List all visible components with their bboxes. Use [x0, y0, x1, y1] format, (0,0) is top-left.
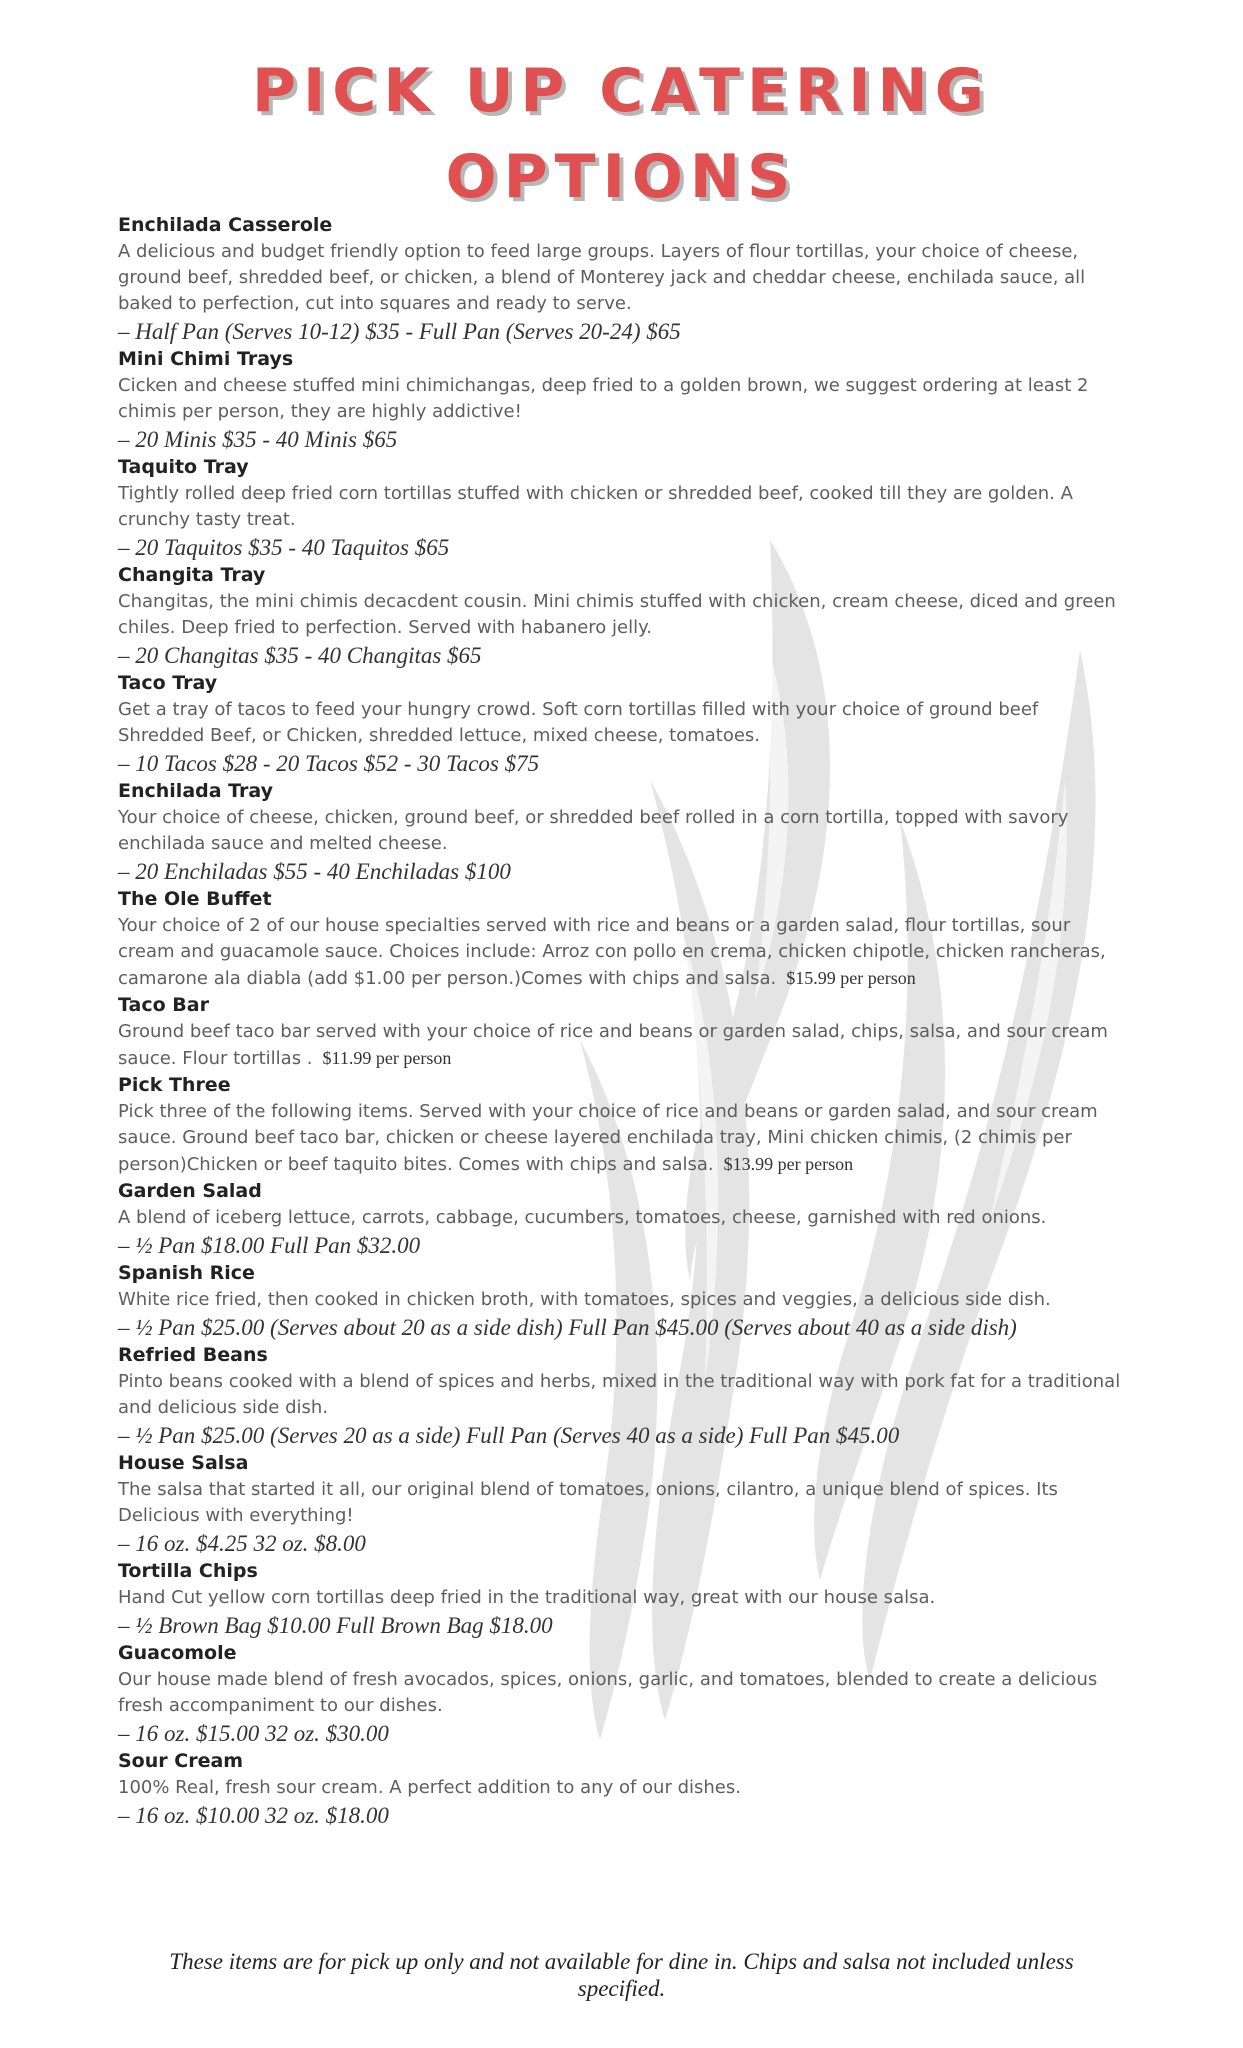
item-name: Spanish Rice [118, 1262, 255, 1284]
item-description: Pinto beans cooked with a blend of spices and herbs, mixed in the traditional way with pork fat for a traditional and delicious side dish. [118, 1371, 1121, 1418]
item-name: Sour Cream [118, 1750, 244, 1772]
item-price: $13.99 per person [723, 1154, 854, 1174]
item-description [118, 1019, 1128, 1072]
item-description: Get a tray of tacos to feed your hungry crowd. Soft corn tortillas filled with your choice of ground beef Shredded Beef, or Chicken, shredded lettuce, mixed cheese, tomatoes. [118, 699, 1039, 746]
menu-item-tortilla-chips [118, 1558, 1128, 1640]
menu-item-pick-three [118, 1072, 1128, 1178]
menu-item-spanish-rice [118, 1260, 1128, 1342]
item-price: $11.99 per person [322, 1048, 452, 1068]
item-price: – 20 Changitas $35 - 40 Changitas $65 [118, 643, 482, 668]
item-name: Taquito Tray [118, 456, 249, 478]
item-description: A blend of iceberg lettuce, carrots, cabbage, cucumbers, tomatoes, cheese, garnished with red onions. [118, 1207, 1047, 1228]
item-description: Tightly rolled deep fried corn tortillas stuffed with chicken or shredded beef, cooked till they are golden. A crunchy tasty treat. [118, 483, 1073, 530]
menu-item-mini-chimi-trays [118, 346, 1128, 454]
item-price: – 10 Tacos $28 - 20 Tacos $52 - 30 Tacos $75 [118, 751, 540, 776]
item-name: Taco Bar [118, 994, 209, 1016]
item-description-text: Ground beef taco bar served with your choice of rice and beans or garden salad, chips, salsa, and sour cream sauce. Flour tortillas . [118, 1021, 1108, 1069]
item-description: The salsa that started it all, our original blend of tomatoes, onions, cilantro, a unique blend of spices. Its Delicious with everything! [118, 1479, 1058, 1526]
item-price: – 16 oz. $4.25 32 oz. $8.00 [118, 1531, 366, 1556]
menu-item-guacomole [118, 1640, 1128, 1748]
item-name: Garden Salad [118, 1180, 262, 1202]
item-price: – 20 Minis $35 - 40 Minis $65 [118, 427, 398, 452]
item-price: – ½ Pan $18.00 Full Pan $32.00 [118, 1233, 421, 1258]
menu-item-refried-beans [118, 1342, 1128, 1450]
item-price: – 20 Enchiladas $55 - 40 Enchiladas $100 [118, 859, 511, 884]
item-name: Tortilla Chips [118, 1560, 258, 1582]
item-price: – ½ Pan $25.00 (Serves 20 as a side) Full Pan (Serves 40 as a side) Full Pan $45.00 [118, 1423, 900, 1448]
item-name: Mini Chimi Trays [118, 348, 294, 370]
menu-item-house-salsa [118, 1450, 1128, 1558]
menu-item-taco-tray [118, 670, 1128, 778]
page-title [0, 48, 1243, 220]
menu-item-taquito-tray [118, 454, 1128, 562]
item-price: $15.99 per person [786, 968, 916, 988]
item-description: Hand Cut yellow corn tortillas deep fried in the traditional way, great with our house salsa. [118, 1587, 936, 1608]
menu-item-enchilada-tray [118, 778, 1128, 886]
item-description [118, 913, 1128, 992]
title-line-1: PICK UP CATERING [251, 56, 991, 126]
menu-list [118, 212, 1128, 1830]
item-description: Your choice of cheese, chicken, ground beef, or shredded beef rolled in a corn tortilla, topped with savory enchilada sauce and melted cheese. [118, 807, 1069, 854]
item-description [118, 1099, 1128, 1178]
menu-item-garden-salad [118, 1178, 1128, 1260]
item-description: White rice fried, then cooked in chicken broth, with tomatoes, spices and veggies, a delicious side dish. [118, 1289, 1051, 1310]
item-description: Our house made blend of fresh avocados, spices, onions, garlic, and tomatoes, blended to create a delicious fresh accompaniment to our dishes. [118, 1669, 1098, 1716]
footer-note: These items are for pick up only and not available for dine in. Chips and salsa not included unless specified. [169, 1949, 1074, 2001]
menu-item-sour-cream [118, 1748, 1128, 1830]
menu-item-enchilada-casserole [118, 212, 1128, 346]
item-name: Refried Beans [118, 1344, 268, 1366]
title-line-2: OPTIONS [445, 142, 798, 212]
item-description: Cicken and cheese stuffed mini chimichangas, deep fried to a golden brown, we suggest ordering at least 2 chimis per person, they are highly addictive! [118, 375, 1089, 422]
item-name: Enchilada Tray [118, 780, 274, 802]
item-description-text: Pick three of the following items. Served with your choice of rice and beans or garden salad, and sour cream sauce. Ground beef taco bar, chicken or cheese layered enchilada tray, Mini chicken chimis, (2 chimis per person)Chicken or beef taquito bites. Comes with chips and salsa. [118, 1101, 1098, 1175]
item-price: – 16 oz. $15.00 32 oz. $30.00 [118, 1721, 389, 1746]
item-name: House Salsa [118, 1452, 249, 1474]
item-name: Changita Tray [118, 564, 266, 586]
item-description: Changitas, the mini chimis decacdent cousin. Mini chimis stuffed with chicken, cream cheese, diced and green chiles. Deep fried to perfection. Served with habanero jelly. [118, 591, 1116, 638]
item-price: – ½ Brown Bag $10.00 Full Brown Bag $18.00 [118, 1613, 553, 1638]
menu-item-ole-buffet [118, 886, 1128, 992]
item-name: Pick Three [118, 1074, 231, 1096]
item-price: – 20 Taquitos $35 - 40 Taquitos $65 [118, 535, 450, 560]
item-description-text: Your choice of 2 of our house specialties served with rice and beans or a garden salad, flour tortillas, sour cream and guacamole sauce. Choices include: Arroz con pollo en crema, chicken chipotle, chicken rancheras, camarone ala diabla (add $1.00 per person.)Comes with chips and salsa. [118, 915, 1106, 989]
item-price: – ½ Pan $25.00 (Serves about 20 as a side dish) Full Pan $45.00 (Serves about 40 as a side dish) [118, 1315, 1017, 1340]
item-name: Enchilada Casserole [118, 214, 333, 236]
menu-item-changita-tray [118, 562, 1128, 670]
item-name: The Ole Buffet [118, 888, 272, 910]
item-description: A delicious and budget friendly option to feed large groups. Layers of flour tortillas, your choice of cheese, ground beef, shredded beef, or chicken, a blend of Monterey jack and cheddar cheese, enchilada sauce, all baked to perfection, cut into squares and ready to serve. [118, 241, 1086, 314]
item-name: Guacomole [118, 1642, 237, 1664]
item-name: Taco Tray [118, 672, 218, 694]
item-price: – 16 oz. $10.00 32 oz. $18.00 [118, 1803, 389, 1828]
menu-item-taco-bar [118, 992, 1128, 1072]
item-price: – Half Pan (Serves 10-12) $35 - Full Pan (Serves 20-24) $65 [118, 319, 681, 344]
item-description: 100% Real, fresh sour cream. A perfect addition to any of our dishes. [118, 1777, 741, 1798]
